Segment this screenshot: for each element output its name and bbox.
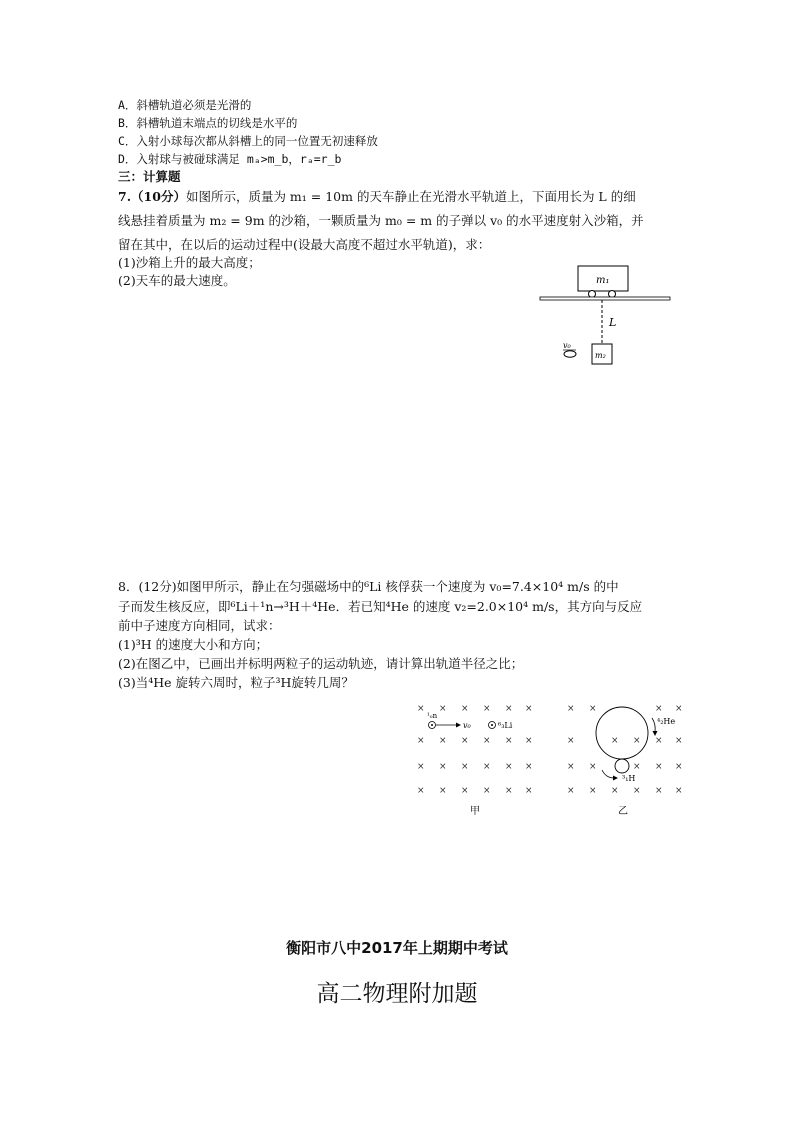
field-cross: ×: [483, 762, 491, 772]
field-cross: ×: [439, 704, 447, 714]
lithium-label: ⁶₃Li: [498, 721, 513, 730]
field-cross: ×: [567, 786, 575, 796]
field-cross: ×: [505, 762, 513, 772]
field-cross: ×: [589, 786, 597, 796]
field-cross: ×: [417, 762, 425, 772]
helium-orbit: [596, 707, 648, 759]
field-cross: ×: [655, 762, 663, 772]
q8-line3: 前中子速度方向相同，试求：: [118, 618, 281, 633]
q8-sub2: (2)在图乙中，已画出并标明两粒子的运动轨迹，请计算出轨道半径之比；: [118, 656, 524, 671]
field-cross: ×: [525, 786, 533, 796]
option-a: A．斜槽轨道必须是光滑的: [118, 98, 252, 112]
field-cross: ×: [505, 786, 513, 796]
velocity-label: v₀: [463, 721, 471, 730]
field-cross: ×: [633, 736, 641, 746]
field-cross: ×: [655, 736, 663, 746]
field-cross: ×: [525, 736, 533, 746]
q7-number: 7.（10分）: [118, 189, 186, 204]
field-cross: ×: [589, 762, 597, 772]
field-cross: ×: [675, 704, 683, 714]
tritium-rotation-arrowhead: [613, 776, 618, 781]
q7-figure: [536, 262, 676, 372]
q7-line1-text: 如图所示，质量为 m₁ = 10m 的天车静止在光滑水平轨道上，下面用长为 L 的细: [185, 189, 636, 204]
caption-yi: 乙: [618, 806, 628, 817]
field-cross: ×: [611, 786, 619, 796]
bullet-velocity-label: v₀: [563, 341, 571, 350]
field-cross: ×: [417, 736, 425, 746]
field-cross: ×: [483, 786, 491, 796]
q8-figure-yi: [560, 700, 690, 820]
tritium-label: ³₁H: [622, 774, 636, 783]
field-cross: ×: [439, 762, 447, 772]
field-cross: ×: [439, 786, 447, 796]
length-label: L: [609, 316, 617, 329]
option-d: D．入射球与被碰球满足 mₐ>m_b，rₐ=r_b: [118, 152, 342, 166]
field-cross: ×: [417, 704, 425, 714]
field-cross: ×: [505, 736, 513, 746]
bullet: [564, 351, 576, 357]
field-cross: ×: [439, 736, 447, 746]
sand-box-label: m₂: [595, 351, 606, 360]
field-cross: ×: [655, 704, 663, 714]
tritium-rotation-arrow: [602, 770, 614, 778]
q7-line3: 留在其中，在以后的运动过程中(设最大高度不超过水平轨道)，求：: [118, 237, 491, 252]
subject-title: 高二物理附加题: [316, 981, 478, 1007]
field-cross: ×: [611, 736, 619, 746]
neutron-dot: [431, 724, 433, 726]
field-cross: ×: [483, 704, 491, 714]
field-cross: ×: [461, 762, 469, 772]
field-cross: ×: [567, 762, 575, 772]
field-cross: ×: [525, 704, 533, 714]
exam-title: 衡阳市八中2017年上期期中考试: [286, 939, 508, 957]
field-cross: ×: [505, 704, 513, 714]
option-c: C．入射小球每次都从斜槽上的同一位置无初速释放: [118, 134, 378, 148]
q8-figure-jia: [410, 700, 540, 820]
field-cross: ×: [675, 736, 683, 746]
field-cross: ×: [633, 786, 641, 796]
field-cross: ×: [483, 736, 491, 746]
track: [540, 297, 670, 300]
field-cross: ×: [525, 762, 533, 772]
caption-jia: 甲: [470, 806, 480, 817]
section-heading: 三：计算题: [118, 169, 181, 184]
lithium-dot: [491, 724, 493, 726]
field-cross: ×: [655, 786, 663, 796]
field-cross: ×: [675, 762, 683, 772]
q8-line1: 8．(12分)如图甲所示，静止在匀强磁场中的⁶Li 核俘获一个速度为 v₀=7.4×10⁴ m/s 的中: [118, 579, 619, 594]
cart-wheel-right: [609, 291, 616, 298]
option-b: B．斜槽轨道末端点的切线是水平的: [118, 116, 298, 130]
field-cross: ×: [633, 762, 641, 772]
field-cross: ×: [589, 704, 597, 714]
field-cross: ×: [461, 786, 469, 796]
cart-label: m₁: [596, 275, 610, 286]
q7-sub2: (2)天车的最大速度。: [118, 273, 236, 288]
q7-line2: 线悬挂着质量为 m₂ = 9m 的沙箱，一颗质量为 m₀ = m 的子弹以 v₀ 的水平速度射入沙箱，并: [118, 213, 644, 228]
field-cross: ×: [461, 736, 469, 746]
q8-line2: 子而发生核反应，即⁶Li＋¹n→³H＋⁴He．若已知⁴He 的速度 v₂=2.0×10⁴ m/s，其方向与反应: [118, 599, 643, 614]
field-cross: ×: [461, 704, 469, 714]
field-cross: ×: [567, 704, 575, 714]
field-cross: ×: [675, 786, 683, 796]
field-cross: ×: [417, 786, 425, 796]
q7-line1: [118, 188, 636, 206]
helium-label: ⁴₂He: [657, 717, 676, 726]
q8-sub1: (1)³H 的速度大小和方向；: [118, 637, 269, 652]
velocity-arrowhead: [456, 723, 461, 728]
tritium-orbit: [615, 759, 629, 773]
neutron-label: ¹₀n: [427, 712, 438, 720]
helium-rotation-arrow: [652, 718, 655, 732]
q8-sub3: (3)当⁴He 旋转六周时，粒子³H旋转几周？: [118, 675, 354, 690]
field-cross: ×: [567, 736, 575, 746]
cart-wheel-left: [589, 291, 596, 298]
q7-sub1: (1)沙箱上升的最大高度；: [118, 255, 261, 270]
